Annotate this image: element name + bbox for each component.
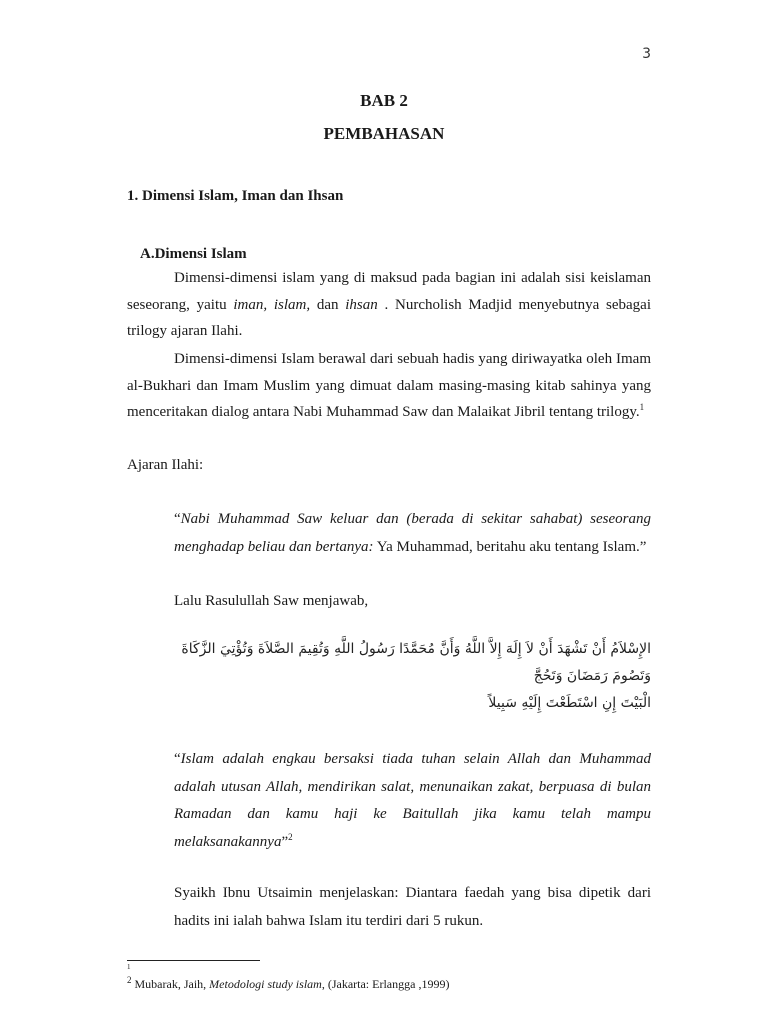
footnote-1 xyxy=(127,963,131,971)
p1-text: Dimensi-dimensi islam yang di maksud pada bagian ini adalah sisi keislaman seseorang, yaitu xyxy=(127,270,651,313)
section-heading: 1. Dimensi Islam, Iman dan Ihsan xyxy=(127,188,344,204)
arabic-hadith-line1: الإِسْلاَمُ أَنْ تَشْهَدَ أَنْ لاَ إِلَهَ إِلاَّ اللَّهُ وَأَنَّ مُحَمَّدًا رَسُولُ اللَّهِ وَتُقِيمَ الصَّلاَةَ وَتُؤْتِيَ الزَّكَاةَ وَتَصُومَ رَمَضَانَ وَتَحُجَّ xyxy=(181,641,651,684)
p1-italic-ihsan: ihsan xyxy=(345,296,378,313)
chapter-title: PEMBAHASAN xyxy=(323,124,445,143)
open-quote: “ xyxy=(174,751,181,767)
quote-normal: Ya Muhammad, beritahu aku tentang Islam.” xyxy=(373,538,647,555)
paragraph-3: Ajaran Ilahi: xyxy=(127,457,204,473)
closing-paragraph: Syaikh Ibnu Utsaimin menjelaskan: Diantara faedah yang bisa dipetik dari hadits ini ialah bahwa Islam itu terdiri dari 5 rukun. xyxy=(174,885,651,929)
footnote-1-mark: 1 xyxy=(127,963,131,971)
translation-italic: Islam adalah engkau bersaksi tiada tuhan selain Allah dan Muhammad adalah utusan Allah, mendirikan salat, menunaikan zakat, berpuasa di bulan Ramadan dan kamu haji ke Baitullah jika kamu telah mampu melaksanakannya xyxy=(174,751,651,850)
arabic-hadith-line2: الْبَيْتَ إِنِ اسْتَطَعْتَ إِلَيْهِ سَبِيلاً xyxy=(488,695,651,711)
p1-text: . Nurcholish Madjid menyebutnya sebagai trilogy ajaran Ilahi. xyxy=(127,296,651,339)
page-number: 3 xyxy=(642,46,651,62)
subsection-heading: A.Dimensi Islam xyxy=(140,246,247,262)
close-quote: ” xyxy=(281,833,289,850)
chapter-heading: BAB 2 xyxy=(360,91,408,110)
footnote-ref-2[interactable]: 2 xyxy=(288,831,293,842)
open-quote: “ xyxy=(174,511,181,527)
footnote-2-title: Metodologi study islam xyxy=(209,977,322,991)
p1-text: dan xyxy=(310,296,346,313)
footnote-2-author: Mubarak, Jaih, xyxy=(131,977,210,991)
footnote-2 xyxy=(127,977,449,992)
footnote-divider xyxy=(127,960,260,961)
quote-italic: Nabi Muhammad Saw keluar dan (berada di sekitar sahabat) seseorang menghadap beliau dan bertanya: xyxy=(174,511,651,555)
paragraph-1 xyxy=(127,265,651,345)
quote-response: Lalu Rasulullah Saw menjawab, xyxy=(174,593,369,609)
paragraph-2 xyxy=(127,346,651,426)
footnote-ref-1[interactable]: 1 xyxy=(639,402,645,412)
footnote-2-publisher: , (Jakarta: Erlangga ,1999) xyxy=(321,977,450,991)
quote-translation xyxy=(174,746,651,856)
p2-text: Dimensi-dimensi Islam berawal dari sebuah hadis yang diriwayatka oleh Imam al-Bukhari dan Imam Muslim yang dimuat dalam masing-masing kitab sahinya yang menceritakan dialog antara Nabi Muhammad Saw dan Malaikat Jibril tentang trilogy. xyxy=(127,351,651,420)
footnote-2-mark: 2 xyxy=(127,975,132,985)
quote-hadith xyxy=(174,506,651,561)
p1-italic-terms: iman, islam, xyxy=(233,296,311,313)
